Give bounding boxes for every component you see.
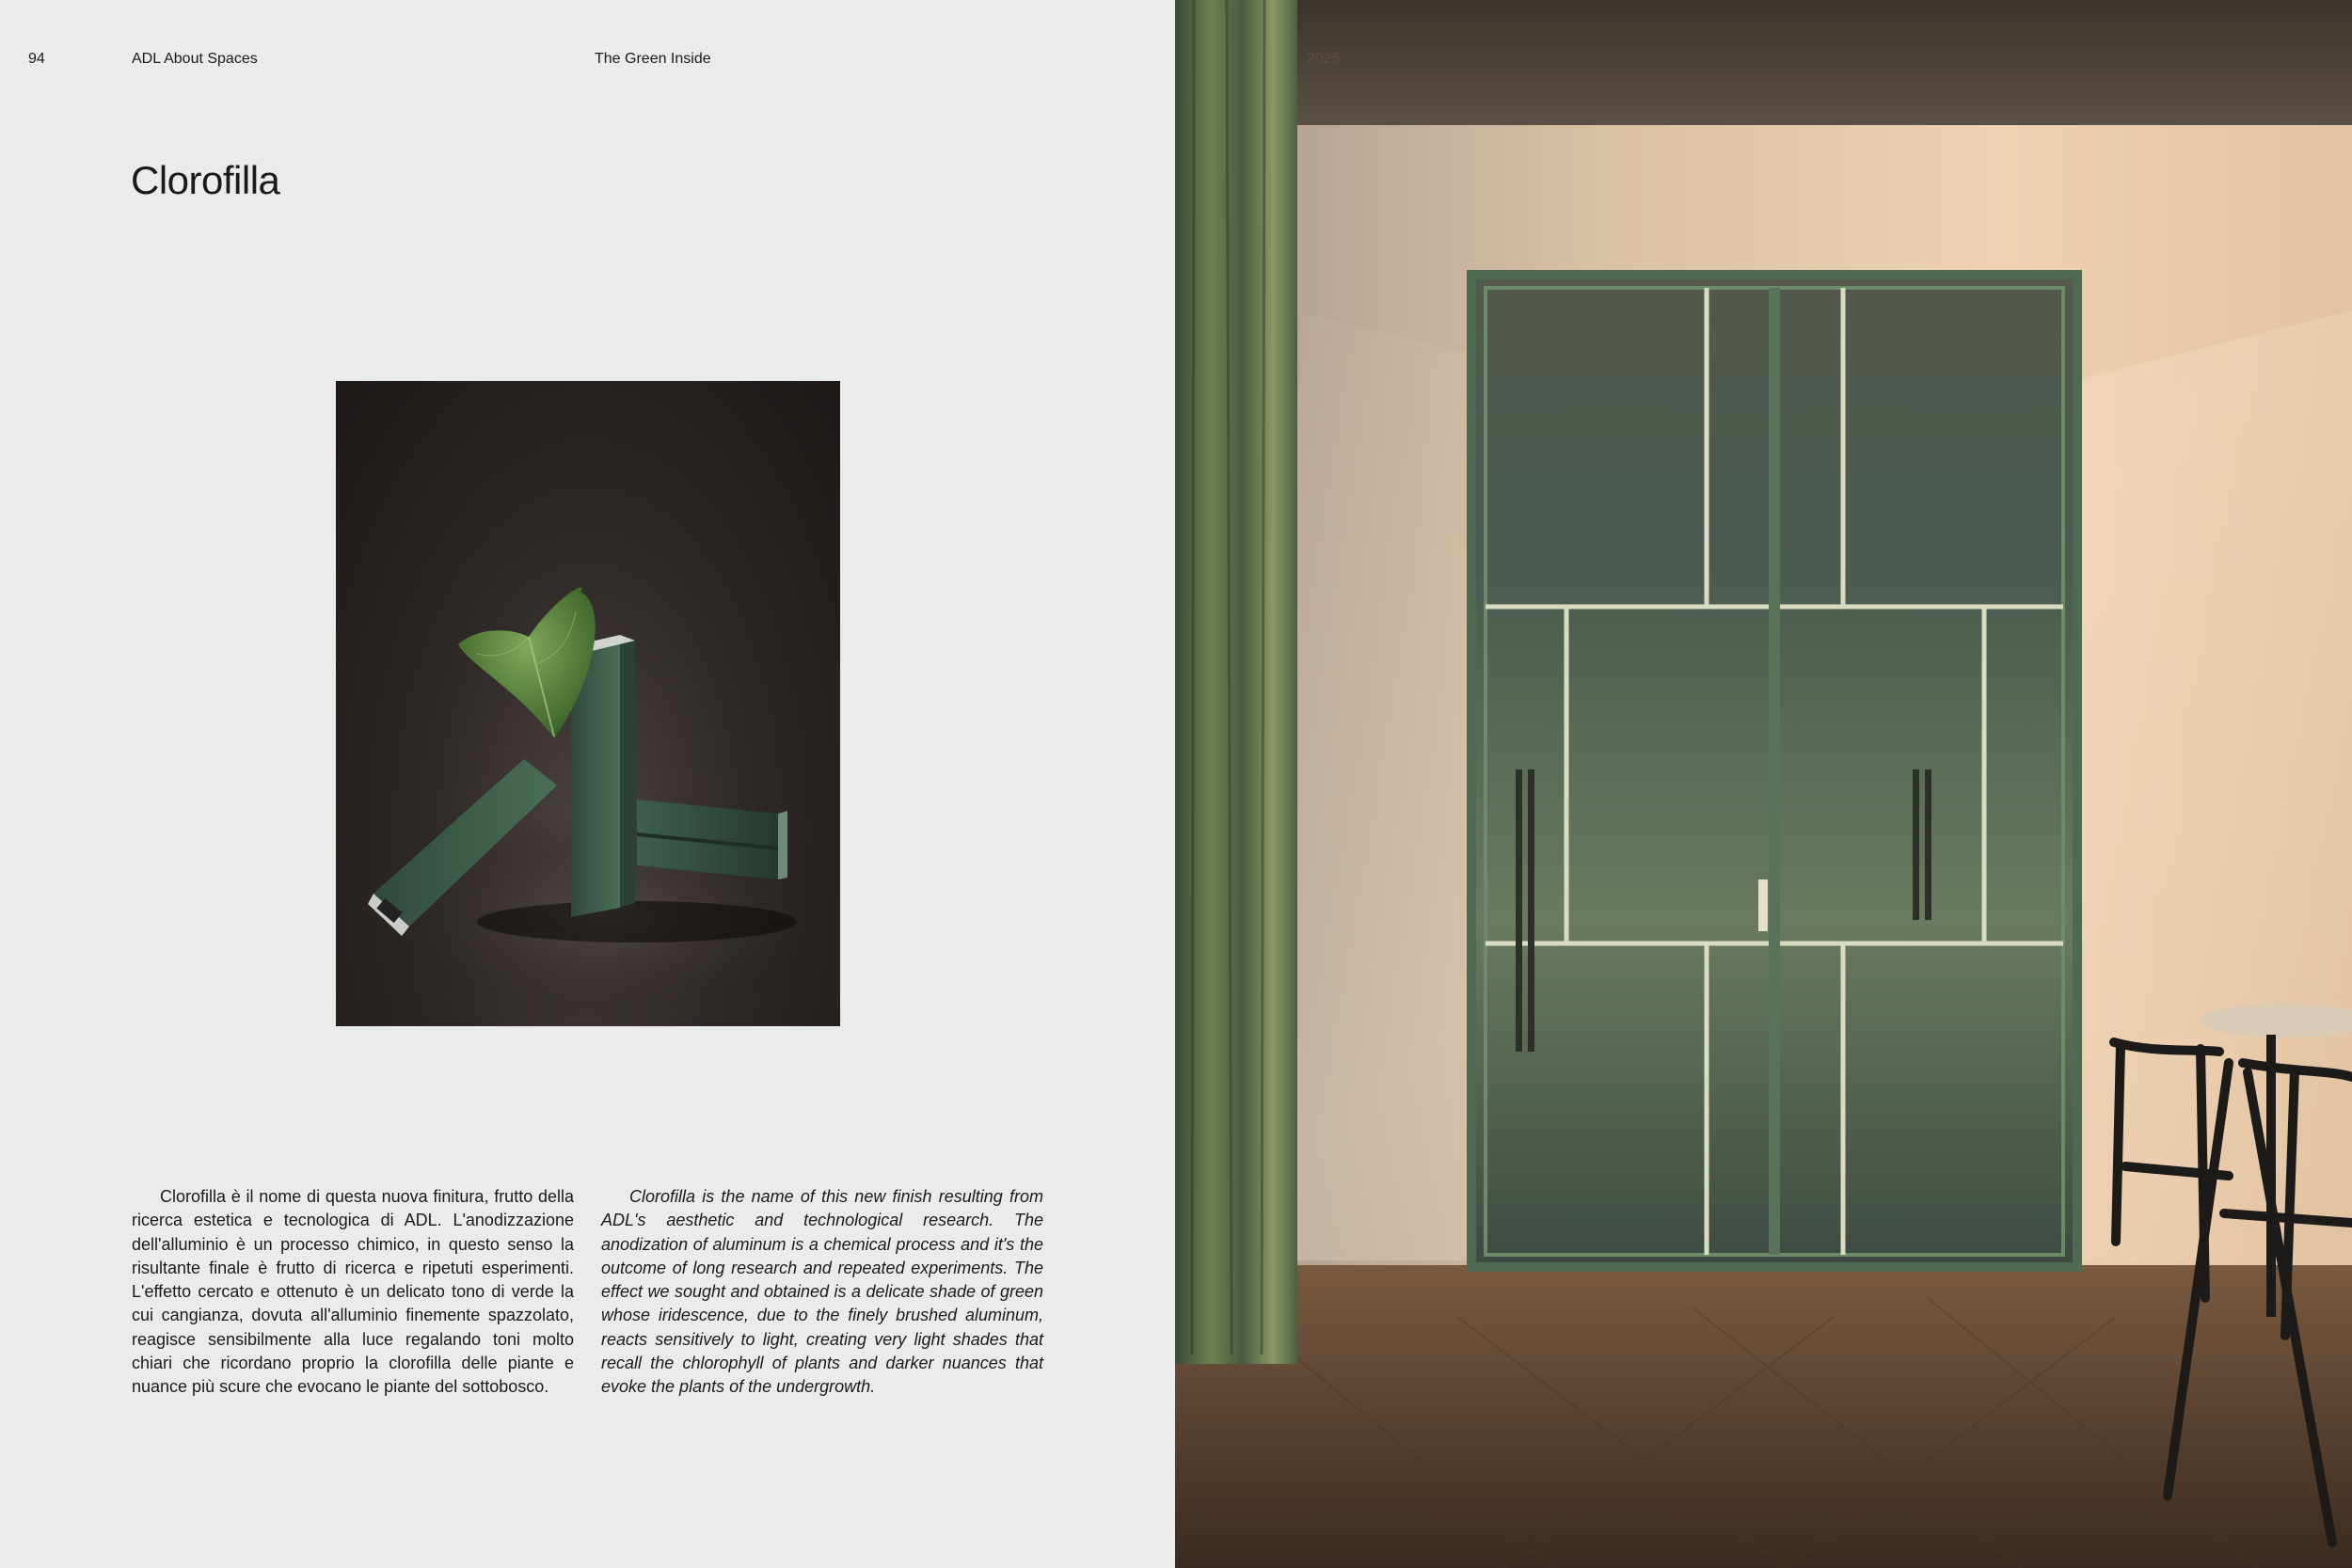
italian-text: Clorofilla è il nome di questa nuova finitura, frutto della ricerca estetica e tecnologica di ADL. L'anodizzazione dell'alluminio è un processo chimico, in questo senso la risultante finale è frutto di ricerca e ripetuti esperimenti. L'effetto cercato e ottenuto è un delicato tono di verde la cui cangianza, dovuta all'alluminio finemente spazzolato, reagisce sensibilmente alla luce regalando toni molto chiari che ricordano proprio la clorofilla delle piante e nuance più scure che evocano le piante del sottobosco. [132,1187,574,1397]
section-header: The Green Inside [595,51,711,67]
page-number: 94 [28,51,45,67]
body-text-english [601,1185,1043,1400]
left-page [0,0,1175,1568]
year-header: 2025 [1307,51,1341,67]
page-title: Clorofilla [131,158,280,202]
aluminum-profiles-leaf-image [336,381,840,1026]
interior-photo [1175,0,2352,1568]
glass-door-interior-image [1175,0,2352,1568]
product-photo [336,381,840,1026]
english-text: Clorofilla is the name of this new finish resulting from ADL's aesthetic and technological research. The anodization of aluminum is a chemical process and it's the outcome of long research and repeated experiments. The effect we sought and obtained is a delicate shade of green whose iridescence, due to the finely brushed aluminum, reacts sensitively to light, creating very light shades that recall the chlorophyll of plants and darker nuances that evoke the plants of the undergrowth. [601,1187,1043,1397]
body-text-italian [132,1185,574,1400]
brand-header: ADL About Spaces [132,51,258,67]
